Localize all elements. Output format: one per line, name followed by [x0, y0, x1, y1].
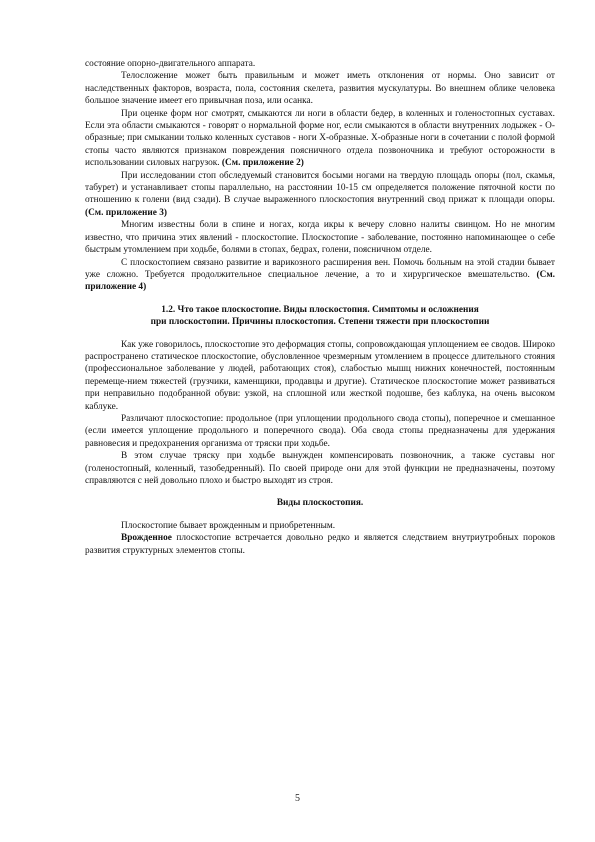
paragraph-congenital-acquired: Плоскостопие бывает врожденным и приобретенным.	[121, 520, 336, 531]
section-heading-line-2: при плоскостопии. Причины плоскостопия. Степени тяжести при плоскостопии	[150, 317, 490, 328]
document-page	[85, 58, 555, 557]
paragraph-text: С плоскостопием связано развитие и варикозного расширения вен. Помочь больным на этой стадии бывает уже сложно. Требуется продолжительное специальное лечение, а то и хирургическое вмешательство.	[85, 257, 555, 280]
paragraph-foot-exam	[85, 170, 555, 220]
spacer	[85, 294, 555, 304]
paragraph-continuation: состояние опорно-двигательного аппарата.	[85, 59, 256, 69]
paragraph-varicose	[85, 257, 555, 294]
paragraph-text: плоскостопие встречается довольно редко и является следствием внутриутробных пороков развития структурных элементов стопы.	[85, 533, 556, 556]
paragraph-types: Различают плоскостопие: продольное (при уплощении продольного свода стопы), поперечное и смешанное (если имеется уплощение продольного и поперечного свода). Оба свода стопы предназначены для удержания равновесия и предохранения организма от тряски при ходьбе.	[85, 413, 555, 449]
paragraph-back-pain: Многим известны боли в спине и ногах, когда икры к вечеру словно налиты свинцом. Но не многим известно, что причина этих явлений - плоскостопие. Плоскостопие - заболевание, постоянно напоминающее о себе быстрым утомлением при ходьбе, болями в стопах, бедрах, голени, поясничном отделе.	[85, 220, 555, 256]
paragraph-spine-compensation: В этом случае тряску при ходьбе вынужден компенсировать позвоночник, а также суставы ног (голеностопный, коленный, тазобедренный). По своей природе они для этой функции не предназначены, поэтому справляются с ней довольно плохо и быстро выходят из строя.	[85, 451, 555, 486]
appendix-reference: (См. приложение 2)	[221, 158, 304, 169]
spacer	[85, 510, 555, 520]
paragraph-congenital	[85, 532, 555, 557]
paragraph-text: При оценке форм ног смотрят, смыкаются ли ноги в области бедер, в коленных и голеностопных суставах. Если эта области смыкаются - говорят о нормальной форме ног, если смыкаются в области внутренних лодыжек - О-образные; при смыкании только коленных суставов - ноги Х-образные. Х-образные ноги в сочетании с полой формой стопы часто являются признаком повреждения поясничного отдела позвоночника и требуют осторожности в использовании силовых нагрузок.	[85, 108, 555, 169]
paragraph-leg-shape	[85, 108, 555, 170]
section-heading-line-1: 1.2. Что такое плоскостопие. Виды плоскостопия. Симптомы и осложнения	[161, 304, 479, 315]
paragraph-text: При исследовании стоп обследуемый становится босыми ногами на твердую площадь опоры (пол, скамья, табурет) и устанавливает стопы параллельно, на расстоянии 10-15 см определяется положение пяточной кости по отношению к голени (вид сзади). В случае выраженного плоскостопия внутренний свод прижат к площади опоры.	[85, 170, 555, 206]
appendix-reference: (См. приложение 3)	[85, 207, 167, 218]
spacer	[85, 329, 555, 339]
appendix-reference: (См. приложение 4)	[85, 269, 555, 293]
term-congenital: Врожденное	[121, 533, 172, 544]
paragraph-deformation: Как уже говорилось, плоскостопие это деформация стопы, сопровождающая уплощением ее сводов. Широко распространено статическое плоскостопие, обусловленное чрезмерным утомлением в процессе длительного стояния (профессиональное заболевание у людей, работающих стоя), слабостью мышц нижних конечностей, постоянным перемеще-нием тяжестей (грузчики, каменщики, продавцы и другие). Статическое плоскостопие может развиваться при неправильно подобранной обуви: узкой, на сплошной или жесткой подошве, без каблука, на очень высоком каблуке.	[85, 339, 555, 412]
spacer	[85, 487, 555, 497]
subheading-types: Виды плоскостопия.	[276, 498, 364, 509]
paragraph-body-build: Телосложение может быть правильным и может иметь отклонения от нормы. Оно зависит от наследственных факторов, возраста, пола, состояния скелета, развития мускулатуры. Во внешнем облике человека большое значение имеет его привычная поза, или осанка.	[85, 71, 555, 107]
page-number: 5	[295, 793, 300, 804]
